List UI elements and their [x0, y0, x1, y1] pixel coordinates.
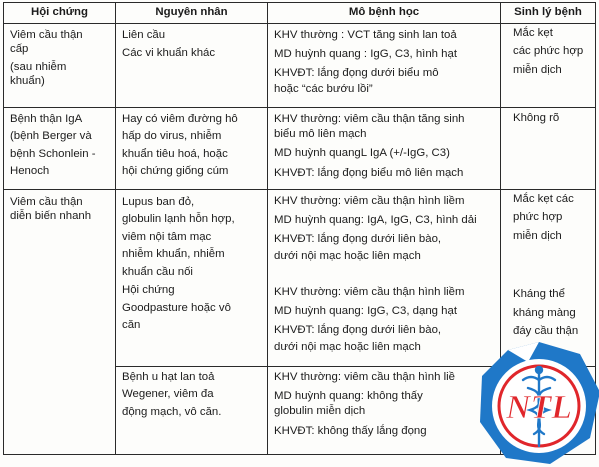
- pathology-cell: KHV thường : VCT tăng sinh lan toả MD huỳnh quang : IgG, C3, hình hạt KHVĐT: lắng đọng dưới biểu mô hoặc “các bướu lồi”: [268, 23, 501, 107]
- table-row: [4, 107, 596, 189]
- cause-cell: Liên cầu Các vi khuẩn khác: [116, 23, 268, 107]
- physiology-cell: Không rõ: [501, 107, 596, 189]
- pathology-cell: KHV thường: viêm cầu thận hình liề MD huỳnh quang: không thấy globulin miễn dịch KHVĐT: không thấy lắng đọng: [268, 366, 501, 454]
- header-pathology: Mô bệnh học: [268, 3, 501, 24]
- table-row: [4, 189, 596, 283]
- logo-text: NTL: [505, 389, 573, 426]
- pathology-cell: KHV thường: viêm cầu thận tăng sinh biểu mô liên mạch MD huỳnh quangL IgA (+/-IgG, C3) KHVĐT: lắng đọng biểu mô liên mạch: [268, 107, 501, 189]
- header-row: [4, 3, 596, 24]
- physiology-cell: Kháng thể kháng màng đáy cầu thận: [501, 283, 596, 366]
- syndrome-cell: Bệnh thận IgA (bệnh Berger và bệnh Schonlein - Henoch: [4, 107, 116, 189]
- physiology-cell: Mắc kẹt các phức hợp miễn dịch: [501, 189, 596, 283]
- syndrome-cell: Viêm cầu thận diễn biến nhanh: [4, 189, 116, 454]
- cause-cell: Hay có viêm đường hô hấp do virus, nhiễm khuẩn tiêu hoá, hoặc hội chứng giống cúm: [116, 107, 268, 189]
- pathology-cell: KHV thường: viêm cầu thận hình liềm MD huỳnh quang: IgA, IgG, C3, hình dải KHVĐT: lắng đọng dưới liên bào, dưới nội mạc hoặc liên mạch: [268, 189, 501, 283]
- syndrome-cell: Viêm cầu thận cấp (sau nhiễm khuẩn): [4, 23, 116, 107]
- ntl-logo: [476, 340, 599, 466]
- cause-cell: Bệnh u hạt lan toả Wegener, viêm đa động mạch, vô căn.: [116, 366, 268, 454]
- cause-cell: Lupus ban đỏ, globulin lạnh hỗn hợp, viêm nội tâm mạc nhiễm khuẩn, nhiễm khuẩn cầu nối: [116, 189, 268, 283]
- header-syndrome: Hội chứng: [4, 3, 116, 24]
- pathology-cell: KHV thường: viêm cầu thận hình liềm MD huỳnh quang: IgG, C3, dạng hạt KHVĐT: lắng đọng dưới liên bào, dưới nội mạc hoặc liên mạch: [268, 283, 501, 366]
- table-row: [4, 23, 596, 107]
- header-cause: Nguyên nhân: [116, 3, 268, 24]
- cause-cell: Hội chứng Goodpasture hoặc vô căn: [116, 283, 268, 366]
- header-physiology: Sinh lý bệnh: [501, 3, 596, 24]
- physiology-cell: Mắc kẹt các phức hợp miễn dịch: [501, 23, 596, 107]
